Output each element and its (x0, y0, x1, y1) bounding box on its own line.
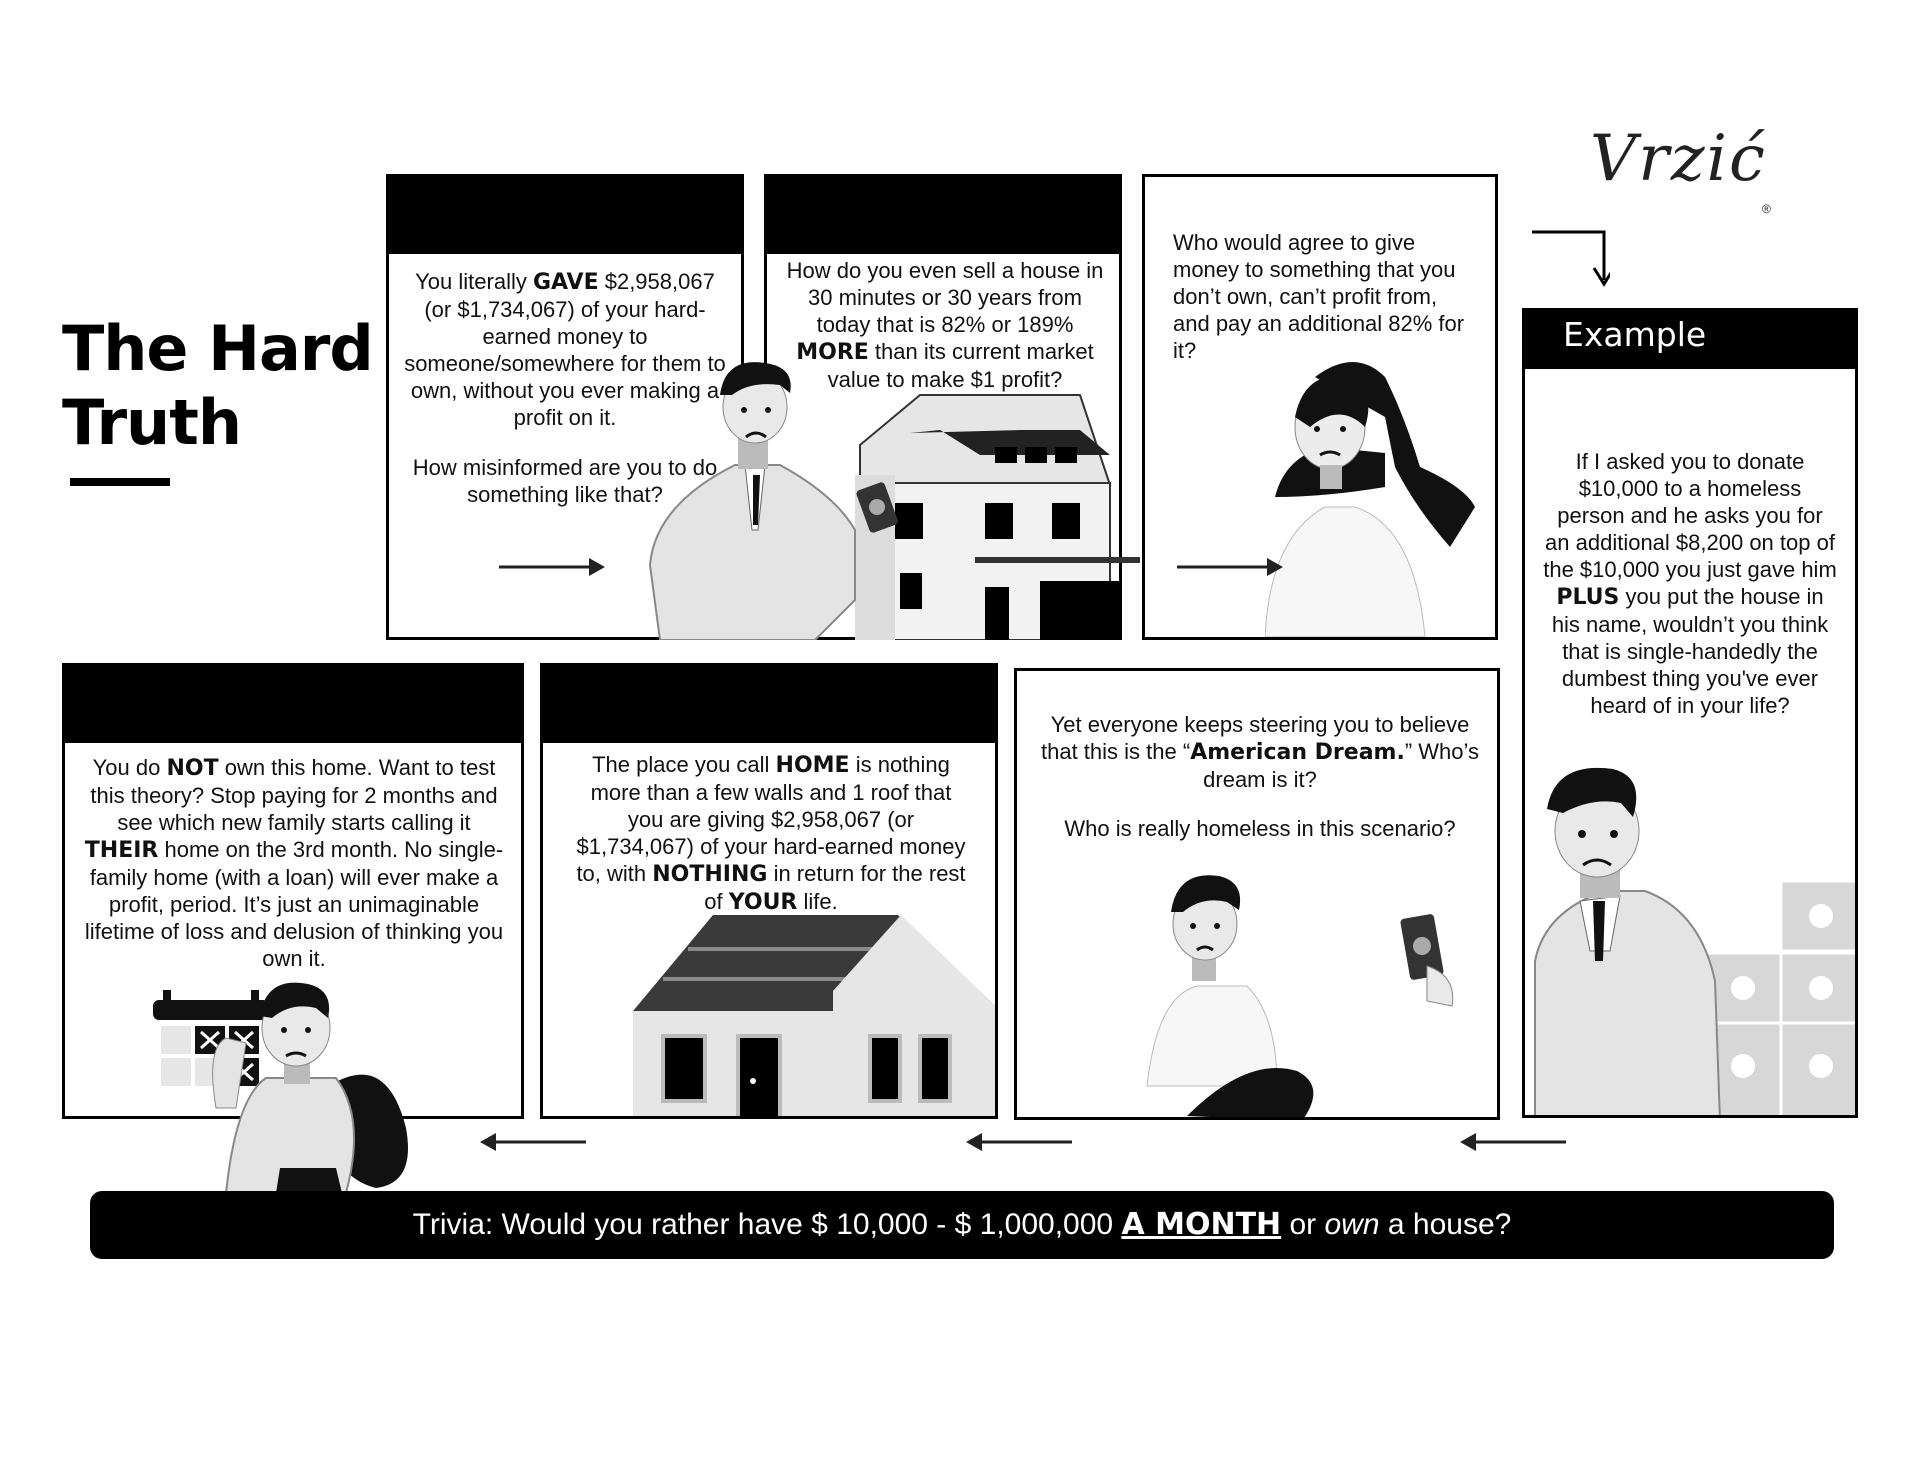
panel-4-text: You do NOT own this home. Want to test this theory? Stop paying for 2 months and see which new family starts calling it THEIR home on the 3rd month. No single-family home (with a loan) will ever make a profit, period. It’s just an unimaginable lifetime of loss and delusion of thinking you own it. (84, 755, 504, 971)
panel-2-text: How do you even sell a house in 30 minutes or 30 years from today that is 82% or 189% MORE than its current market value to make $1 profit? (786, 258, 1104, 392)
homeless-man-illustration (1127, 866, 1377, 1120)
panel-3-text: Who would agree to give money to something that you don’t own, can’t profit from, and pay an additional 82% for it? (1173, 230, 1465, 363)
title-line-1: The Hard (62, 312, 373, 385)
comic-panel-3 (1142, 174, 1498, 640)
comic-panel-6 (1014, 668, 1500, 1120)
example-heading: Example (1525, 311, 1855, 369)
panel-6-question: Who is really homeless in this scenario? (1064, 816, 1456, 841)
arrow-left-icon (962, 1130, 1074, 1154)
panel-5-text: The place you call HOME is nothing more than a few walls and 1 roof that you are giving $2,958,067 (or $1,734,067) of your hard-earned money to, with NOTHING in return for the rest of YOUR life. (576, 752, 966, 915)
money-icon (1397, 906, 1467, 1016)
arrow-down-icon (1530, 228, 1610, 288)
panel-1-text: You literally GAVE $2,958,067 (or $1,734,067) of your hard-earned money to someone/somewhere for them to own, without you ever making a profit on it. (404, 269, 726, 430)
agent-illustration (1525, 761, 1755, 1118)
example-text: If I asked you to donate $10,000 to a homeless person and he asks you for an additional $8,200 on top of the $10,000 you just gave him PLUS you put the house in his name, wouldn’t you think that is single-handedly the dumbest thing you've ever heard of in your life? (1543, 449, 1837, 718)
comic-panel-5 (540, 663, 998, 1119)
worried-woman-illustration (1265, 357, 1498, 637)
house-icon (855, 395, 1140, 640)
example-panel (1522, 308, 1858, 1118)
panel-header-bar (65, 666, 521, 740)
arrow-left-icon (476, 1130, 588, 1154)
panel-header-bar (389, 177, 741, 251)
house-icon (633, 911, 998, 1119)
panel-header-bar (767, 177, 1119, 251)
logo-wordmark: Vrzić (1590, 122, 1767, 196)
trivia-banner: Trivia: Would you rather have $ 10,000 - $ 1,000,000 A MONTH or own a house? (90, 1191, 1834, 1259)
arrow-right-icon (1175, 555, 1287, 579)
logo-registered-mark: ® (1762, 202, 1771, 216)
agent-with-house-illustration (640, 355, 1140, 640)
title-underline (70, 478, 170, 486)
panel-6-text: Yet everyone keeps steering you to believe that this is the “American Dream.” Who’s dream is it? (1041, 712, 1479, 792)
brand-logo (1590, 112, 1790, 222)
page-title (62, 312, 373, 460)
title-line-2: Truth (62, 386, 241, 459)
arrow-right-icon (497, 555, 609, 579)
panel-1-question: How misinformed are you to do something like that? (412, 455, 718, 507)
arrow-left-icon (1456, 1130, 1568, 1154)
man-with-bag-illustration (196, 978, 436, 1193)
panel-header-bar (543, 666, 995, 740)
